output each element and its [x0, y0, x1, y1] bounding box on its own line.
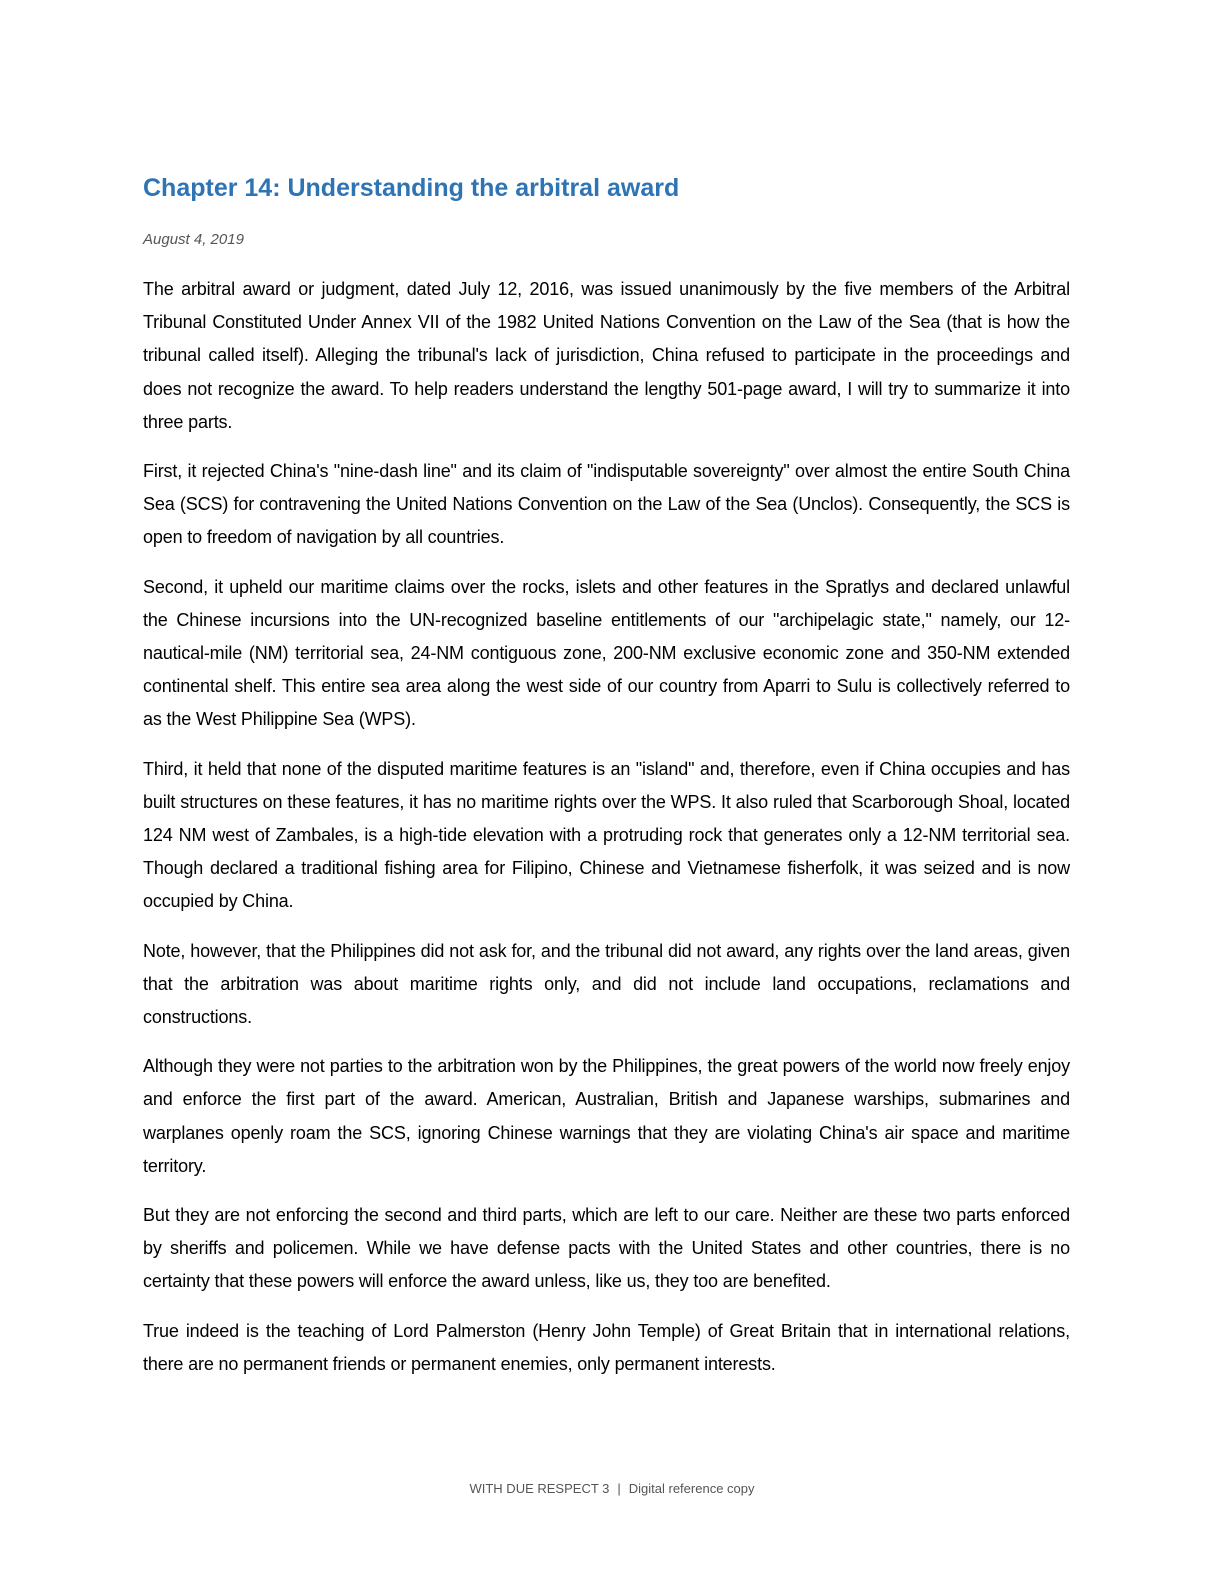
body-paragraph: First, it rejected China's "nine-dash line" and its claim of "indisputable sovereignty" over almost the entire South China Sea (SCS) for contravening the United Nations Convention on the Law of the Sea (Unclos). Consequently, the SCS is open to freedom of navigation by all countries. — [143, 461, 1070, 548]
footer-copy-note: Digital reference copy — [628, 1481, 755, 1496]
body-paragraph: The arbitral award or judgment, dated July 12, 2016, was issued unanimously by the five members of the Arbitral Tribunal Constituted Under Annex VII of the 1982 United Nations Convention on the Law of the Sea (that is how the tribunal called itself). Alleging the tribunal's lack of jurisdiction, China refused to participate in the proceedings and does not recognize the award. To help readers understand the lengthy 501-page award, I will try to summarize it into three parts. — [143, 279, 1070, 432]
footer-book-title: WITH DUE RESPECT 3 — [469, 1481, 610, 1496]
body-paragraph: True indeed is the teaching of Lord Palmerston (Henry John Temple) of Great Britain that in international relations, there are no permanent friends or permanent enemies, only permanent interests. — [143, 1320, 1070, 1374]
chapter-date: August 4, 2019 — [143, 231, 244, 248]
chapter-body — [143, 273, 1070, 1397]
footer-separator: | — [617, 1481, 621, 1496]
body-paragraph: Second, it upheld our maritime claims over the rocks, islets and other features in the Spratlys and declared unlawful the Chinese incursions into the UN-recognized baseline entitlements of our "archipelagic state," namely, our 12-nautical-mile (NM) territorial sea, 24-NM contiguous zone, 200-NM exclusive economic zone and 350-NM extended continental shelf. This entire sea area along the west side of our country from Aparri to Sulu is collectively referred to as the West Philippine Sea (WPS). — [143, 576, 1070, 730]
page-footer — [0, 1479, 1224, 1499]
body-paragraph: Although they were not parties to the arbitration won by the Philippines, the great powers of the world now freely enjoy and enforce the first part of the award. American, Australian, British and Japanese warships, submarines and warplanes openly roam the SCS, ignoring Chinese warnings that they are violating China's air space and maritime territory. — [143, 1056, 1070, 1176]
document-page — [143, 0, 1070, 1584]
body-paragraph: Note, however, that the Philippines did not ask for, and the tribunal did not award, any rights over the land areas, given that the arbitration was about maritime rights only, and did not include land occupations, reclamations and constructions. — [143, 940, 1070, 1028]
chapter-title: Chapter 14: Understanding the arbitral award — [143, 174, 680, 202]
body-paragraph: Third, it held that none of the disputed maritime features is an "island" and, therefore, even if China occupies and has built structures on these features, it has no maritime rights over the WPS. It also ruled that Scarborough Shoal, located 124 NM west of Zambales, is a high-tide elevation with a protruding rock that generates only a 12-NM territorial sea. Though declared a traditional fishing area for Filipino, Chinese and Vietnamese fisherfolk, it was seized and is now occupied by China. — [143, 758, 1070, 912]
body-paragraph: But they are not enforcing the second and third parts, which are left to our care. Neither are these two parts enforced by sheriffs and policemen. While we have defense pacts with the United States and other countries, there is no certainty that these powers will enforce the award unless, like us, they too are benefited. — [143, 1205, 1070, 1292]
